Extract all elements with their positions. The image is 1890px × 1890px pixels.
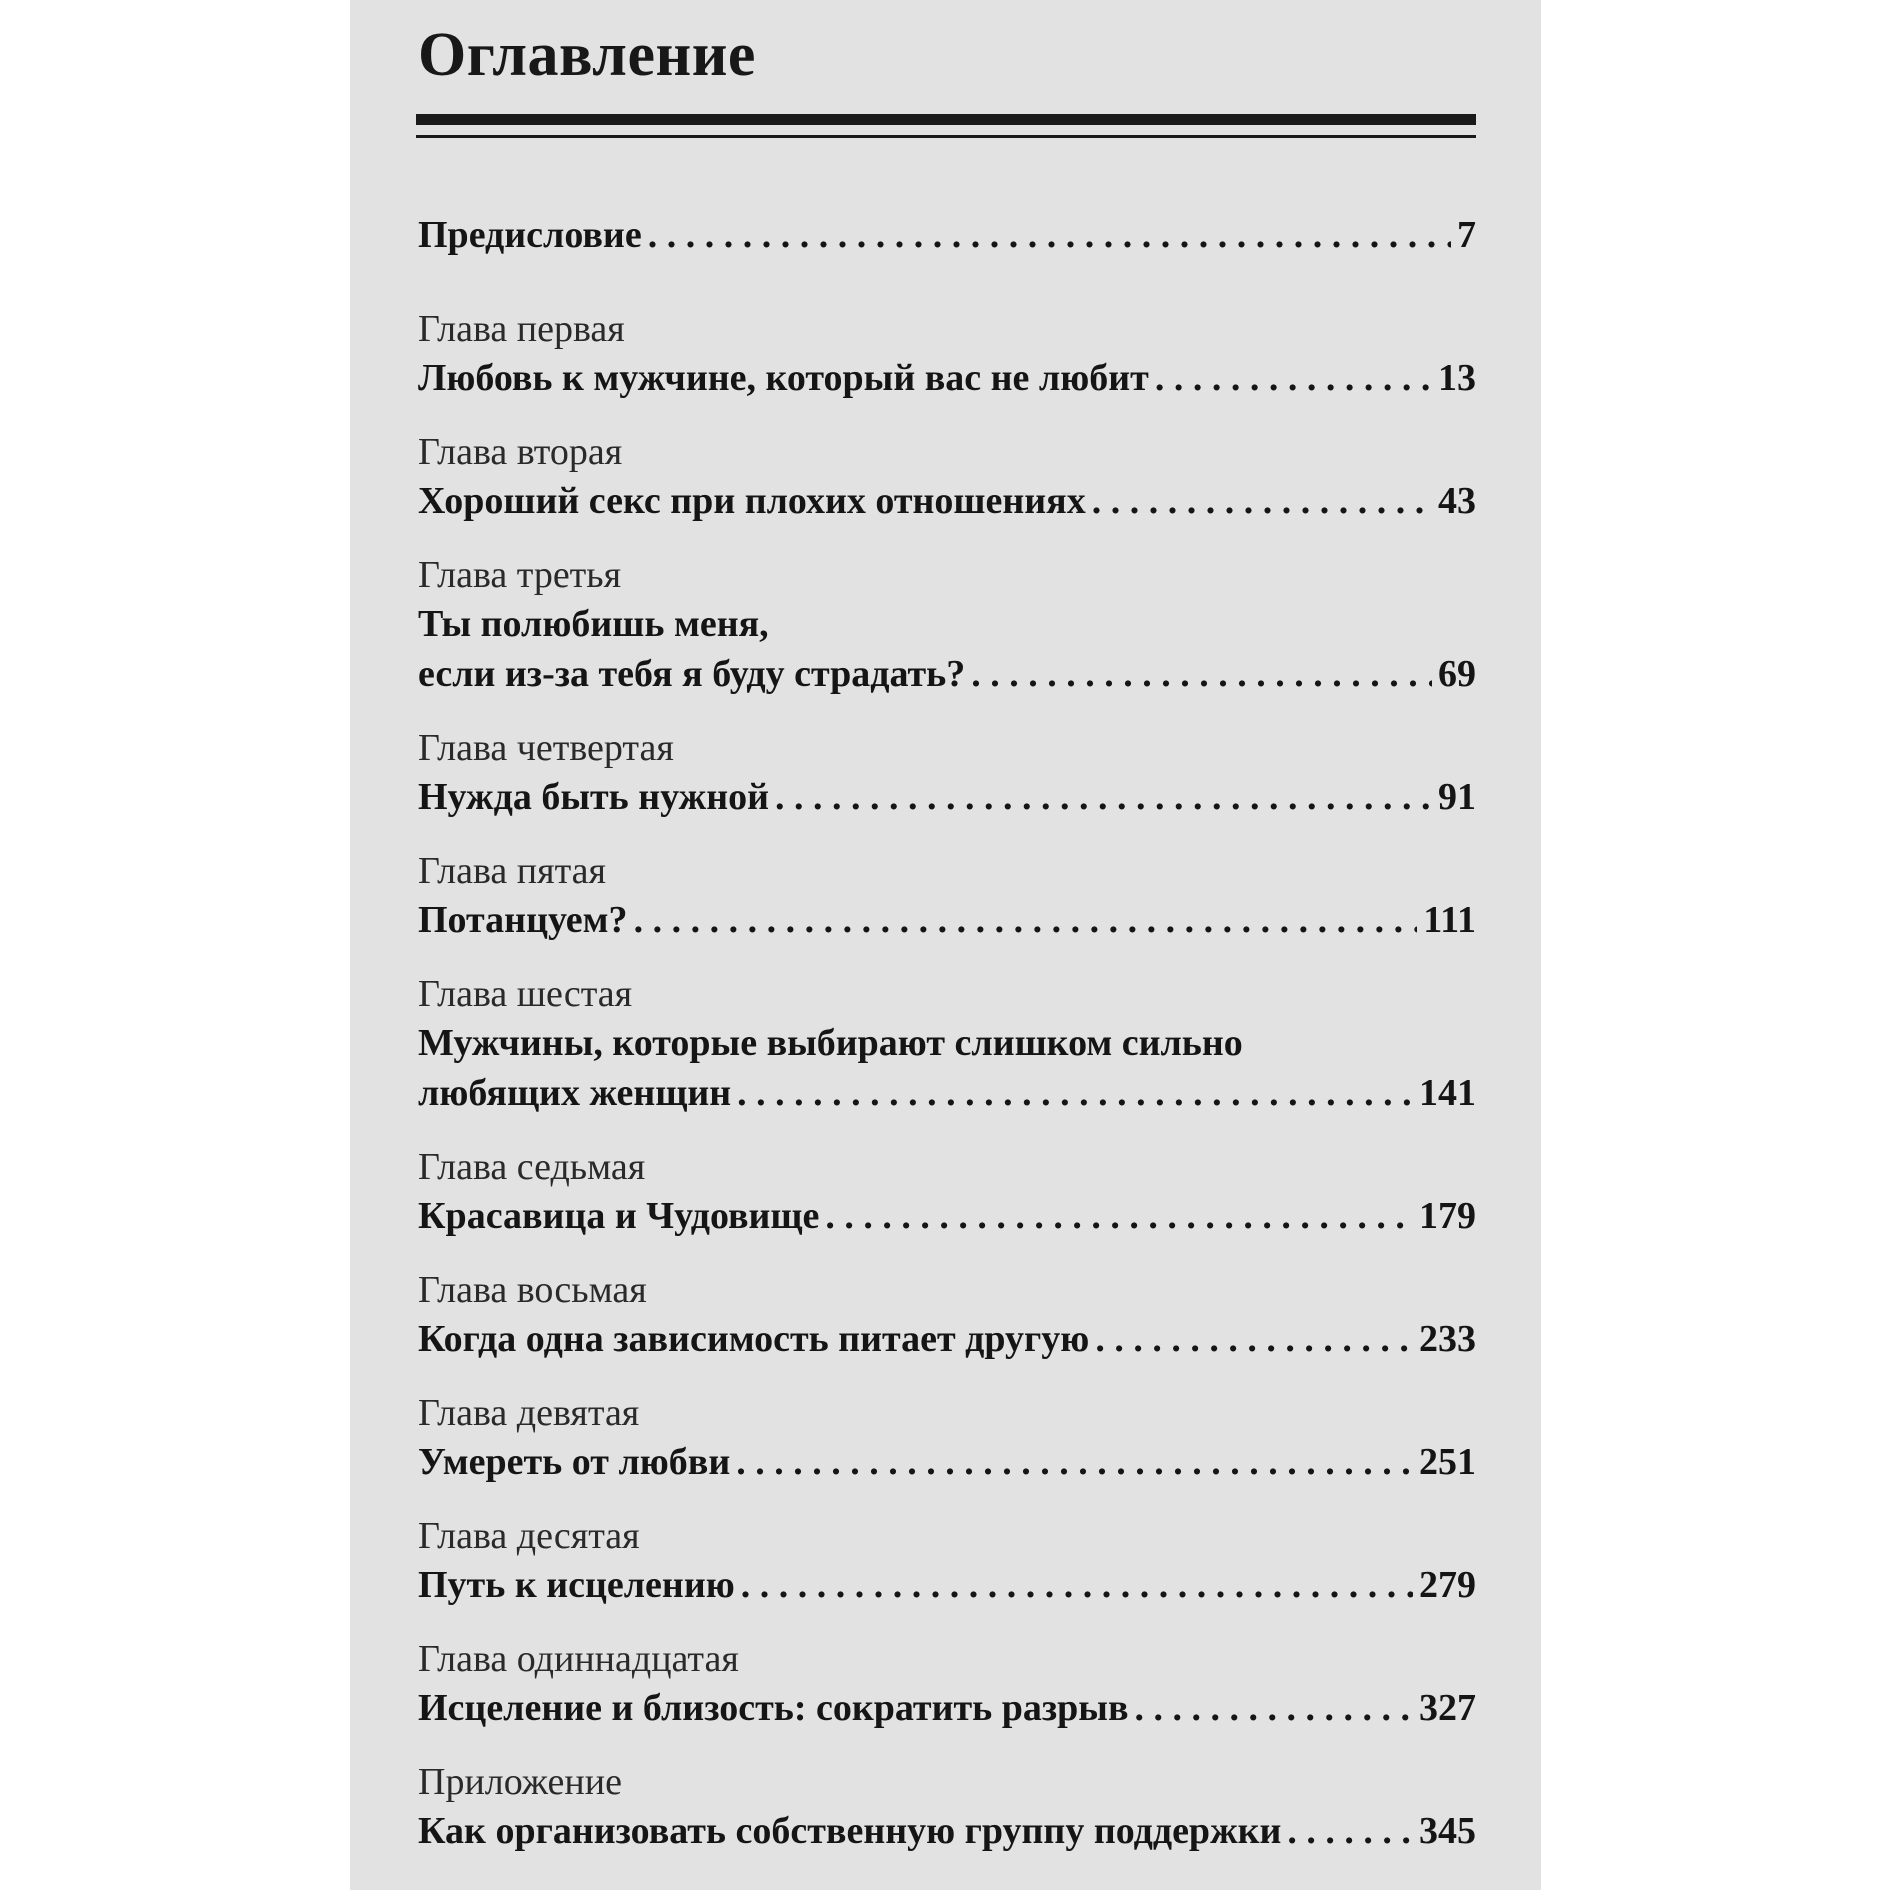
title-rule-thin bbox=[416, 135, 1476, 138]
dot-leader bbox=[1155, 353, 1432, 403]
entry-page-number: 69 bbox=[1438, 653, 1476, 695]
chapter-label: Приложение bbox=[418, 1761, 622, 1803]
page-title: Оглавление bbox=[418, 21, 756, 89]
entry-title: Потанцуем? bbox=[418, 899, 628, 941]
entry-title: Красавица и Чудовище bbox=[418, 1195, 820, 1237]
toc-entry bbox=[418, 428, 1476, 551]
entry-page-number: 251 bbox=[1419, 1441, 1476, 1483]
entry-title: если из-за тебя я буду страдать? bbox=[418, 653, 966, 695]
entry-page-number: 91 bbox=[1438, 776, 1476, 818]
chapter-label: Глава девятая bbox=[418, 1392, 640, 1434]
entry-title: любящих женщин bbox=[418, 1072, 732, 1114]
toc-entry bbox=[418, 970, 1476, 1143]
chapter-label: Глава третья bbox=[418, 554, 622, 596]
entry-title: Хороший секс при плохих отношениях bbox=[418, 480, 1086, 522]
toc-entry bbox=[418, 1266, 1476, 1389]
title-rule-thick bbox=[416, 114, 1476, 125]
entry-page-number: 7 bbox=[1457, 214, 1476, 256]
entry-page-number: 13 bbox=[1438, 357, 1476, 399]
dot-leader bbox=[737, 1068, 1413, 1118]
dot-leader bbox=[736, 1437, 1413, 1487]
entry-page-number: 327 bbox=[1419, 1687, 1476, 1729]
toc-entry bbox=[418, 724, 1476, 847]
entry-page-number: 345 bbox=[1419, 1810, 1476, 1852]
entry-title: Любовь к мужчине, который вас не любит bbox=[418, 357, 1149, 399]
chapter-label: Глава пятая bbox=[418, 850, 606, 892]
dot-leader bbox=[825, 1191, 1413, 1241]
toc-entry bbox=[418, 1143, 1476, 1266]
entry-title: Путь к исцелению bbox=[418, 1564, 735, 1606]
toc-entry bbox=[418, 1512, 1476, 1635]
chapter-label: Глава вторая bbox=[418, 431, 623, 473]
book-page bbox=[350, 0, 1541, 1890]
toc-entry bbox=[418, 847, 1476, 970]
chapter-label: Глава седьмая bbox=[418, 1146, 646, 1188]
entry-page-number: 43 bbox=[1438, 480, 1476, 522]
entry-title: Как организовать собственную группу поддержки bbox=[418, 1810, 1282, 1852]
toc-entry bbox=[418, 1389, 1476, 1512]
dot-leader bbox=[648, 210, 1451, 260]
toc-entry bbox=[418, 1758, 1476, 1881]
dot-leader bbox=[1092, 476, 1432, 526]
chapter-label: Глава восьмая bbox=[418, 1269, 647, 1311]
chapter-label: Глава шестая bbox=[418, 973, 633, 1015]
chapter-label: Глава одиннадцатая bbox=[418, 1638, 739, 1680]
dot-leader bbox=[741, 1560, 1413, 1610]
dot-leader bbox=[1095, 1314, 1413, 1364]
entry-title: Исцеление и близость: сократить разрыв bbox=[418, 1687, 1129, 1729]
toc-entry bbox=[418, 1635, 1476, 1758]
entry-page-number: 111 bbox=[1423, 899, 1476, 941]
chapter-label: Глава первая bbox=[418, 308, 625, 350]
toc-entry-preface bbox=[418, 210, 1476, 305]
entry-title: Умереть от любви bbox=[418, 1441, 731, 1483]
dot-leader bbox=[775, 772, 1432, 822]
entry-title-line1: Мужчины, которые выбирают слишком сильно bbox=[418, 1022, 1243, 1064]
entry-page-number: 233 bbox=[1419, 1318, 1476, 1360]
toc-entry bbox=[418, 551, 1476, 724]
table-of-contents bbox=[418, 210, 1476, 1881]
entry-page-number: 179 bbox=[1419, 1195, 1476, 1237]
chapter-label: Глава четвертая bbox=[418, 727, 674, 769]
dot-leader bbox=[971, 649, 1432, 699]
entry-page-number: 279 bbox=[1419, 1564, 1476, 1606]
entry-title: Нужда быть нужной bbox=[418, 776, 769, 818]
dot-leader bbox=[1287, 1806, 1413, 1856]
entry-title: Когда одна зависимость питает другую bbox=[418, 1318, 1090, 1360]
entry-title-line1: Ты полюбишь меня, bbox=[418, 603, 769, 645]
entry-page-number: 141 bbox=[1419, 1072, 1476, 1114]
chapter-label: Глава десятая bbox=[418, 1515, 640, 1557]
dot-leader bbox=[1134, 1683, 1413, 1733]
dot-leader bbox=[634, 895, 1418, 945]
entry-title: Предисловие bbox=[418, 214, 642, 256]
toc-entry bbox=[418, 305, 1476, 428]
